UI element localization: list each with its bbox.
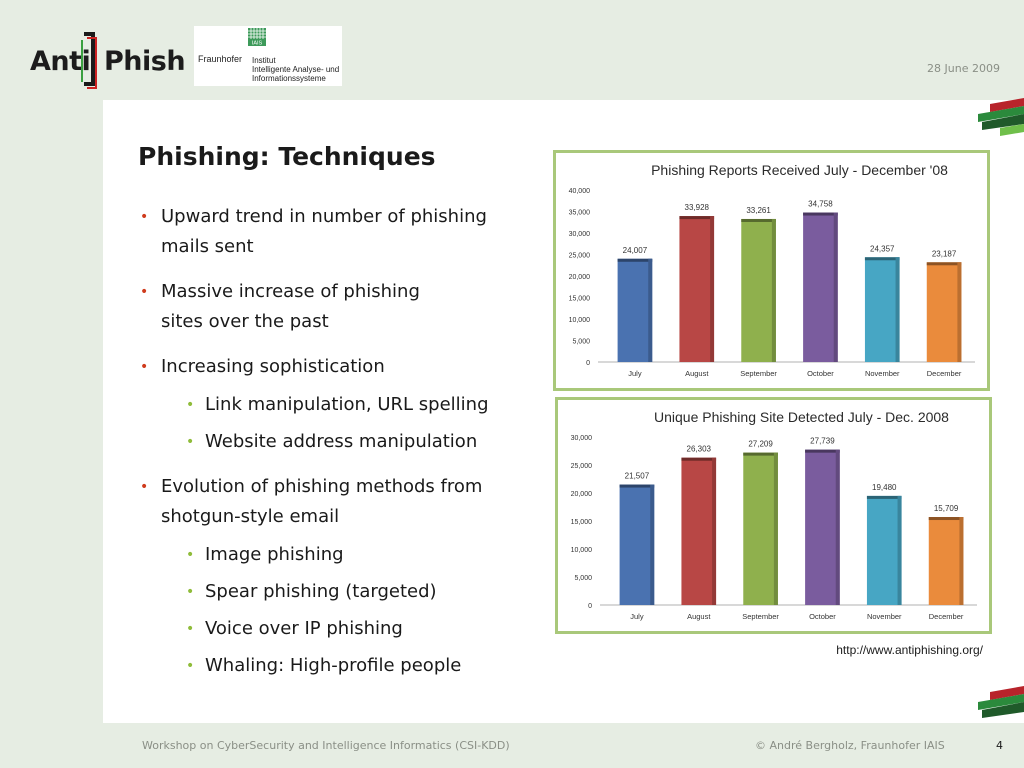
bullet-text-continued: shotgun-style email <box>161 506 340 527</box>
bullet-item <box>138 277 548 337</box>
data-label: 34,758 <box>808 199 833 209</box>
x-tick-label: December <box>926 369 962 378</box>
x-tick-label: November <box>864 369 900 378</box>
x-tick-label: December <box>928 612 964 621</box>
sub-bullet-dot-icon: • <box>186 658 195 674</box>
top-stripes-decoration <box>970 98 1024 140</box>
bar-top-edge <box>803 213 838 216</box>
data-label: 15,709 <box>933 504 959 514</box>
bar-top-edge <box>805 450 840 453</box>
y-tick-label: 40,000 <box>568 188 590 195</box>
bullet-item <box>138 202 548 262</box>
data-label: 23,187 <box>931 249 957 259</box>
sub-bullet-dot-icon: • <box>186 434 195 450</box>
page-number: 4 <box>996 739 1003 752</box>
slide-date: 28 June 2009 <box>927 62 1000 75</box>
antiphish-bracket-icon <box>81 32 99 90</box>
bar-side-shade <box>710 216 714 362</box>
fraunhofer-logo <box>194 26 342 86</box>
logo-anti: Anti <box>30 46 91 77</box>
bar <box>929 517 964 605</box>
data-label: 27,209 <box>748 439 773 449</box>
bar-top-edge <box>929 517 964 520</box>
bar-top-edge <box>620 485 655 488</box>
bar-side-shade <box>712 458 716 605</box>
chart-unique-sites <box>555 397 992 634</box>
bar <box>741 219 776 362</box>
y-tick-label: 15,000 <box>568 295 590 303</box>
bullet-list <box>138 202 548 681</box>
y-tick-label: 20,000 <box>568 274 590 281</box>
bar <box>743 453 778 605</box>
bar-top-edge <box>743 453 778 456</box>
bar-side-shade <box>896 257 900 362</box>
x-tick-label: September <box>740 369 777 378</box>
bar <box>681 458 716 605</box>
bar <box>805 450 840 605</box>
x-tick-label: July <box>628 369 642 378</box>
chart-phishing-reports <box>553 150 990 391</box>
bar <box>679 216 714 362</box>
chart-title: Phishing Reports Received July - December '08 <box>651 162 948 178</box>
bar <box>927 262 962 362</box>
sub-bullet-item <box>138 540 548 570</box>
data-label: 24,007 <box>622 245 648 255</box>
bar-top-edge <box>681 458 716 461</box>
sub-bullet-dot-icon: • <box>186 621 195 637</box>
footer-workshop: Workshop on CyberSecurity and Intelligence Informatics (CSI-KDD) <box>142 739 510 752</box>
sub-bullet-dot-icon: • <box>186 397 195 413</box>
logo-phish: Phish <box>104 46 186 77</box>
bullet-item <box>138 472 548 532</box>
y-tick-label: 5,000 <box>572 338 590 346</box>
bar-top-edge <box>679 216 714 219</box>
y-tick-label: 20,000 <box>570 491 592 498</box>
source-link[interactable]: http://www.antiphishing.org/ <box>836 643 983 657</box>
x-tick-label: November <box>866 612 902 621</box>
sub-bullet-item <box>138 577 548 607</box>
data-label: 19,480 <box>872 482 897 492</box>
bullet-item <box>138 352 548 382</box>
bar <box>865 257 900 362</box>
fraunhofer-badge: IAIS <box>251 40 263 46</box>
sub-bullet-item <box>138 614 548 644</box>
data-label: 24,357 <box>870 244 895 254</box>
bullet-dot-icon: • <box>140 479 149 495</box>
slide-header <box>0 0 1024 100</box>
y-tick-label: 10,000 <box>570 547 592 554</box>
bar-top-edge <box>618 259 653 262</box>
bar-side-shade <box>650 485 654 605</box>
y-tick-label: 15,000 <box>570 519 592 526</box>
bullet-text: Upward trend in number of phishing <box>161 206 487 227</box>
y-tick-label: 10,000 <box>568 317 590 324</box>
x-tick-label: August <box>685 369 709 378</box>
bullet-text: Massive increase of phishing <box>161 281 420 302</box>
x-tick-label: September <box>742 612 779 621</box>
slide-title: Phishing: Techniques <box>138 142 436 171</box>
y-tick-label: 25,000 <box>570 463 592 470</box>
y-tick-label: 30,000 <box>568 231 590 238</box>
data-label: 21,507 <box>624 471 650 481</box>
x-tick-label: July <box>630 612 644 621</box>
bullet-text: Evolution of phishing methods from <box>161 476 483 497</box>
bullet-dot-icon: • <box>140 359 149 375</box>
data-label: 33,928 <box>684 203 709 213</box>
sub-bullet-text: Link manipulation, URL spelling <box>205 394 489 415</box>
sub-bullet-text: Image phishing <box>205 544 344 565</box>
x-tick-label: October <box>807 369 834 378</box>
data-label: 33,261 <box>746 205 771 215</box>
y-tick-label: 0 <box>588 603 592 610</box>
sub-bullet-text: Spear phishing (targeted) <box>205 581 437 602</box>
bar <box>618 259 653 362</box>
bar-top-edge <box>927 262 962 265</box>
bullet-text-continued: sites over the past <box>161 311 329 332</box>
sub-bullet-dot-icon: • <box>186 584 195 600</box>
bar-top-edge <box>741 219 776 222</box>
bar-chart-unique-sites <box>558 400 989 631</box>
bar-top-edge <box>865 257 900 260</box>
fraunhofer-grid-icon <box>248 28 266 46</box>
fraunhofer-name: Fraunhofer <box>198 54 243 64</box>
bullet-text-continued: mails sent <box>161 236 254 257</box>
institute-line-3: Informationssysteme <box>252 74 326 83</box>
bar-side-shade <box>836 450 840 605</box>
sub-bullet-text: Voice over IP phishing <box>205 618 403 639</box>
bar-side-shade <box>959 517 963 605</box>
bar-side-shade <box>772 219 776 362</box>
bar <box>620 485 655 605</box>
bar-top-edge <box>867 496 902 499</box>
y-tick-label: 25,000 <box>568 252 590 260</box>
bar-side-shade <box>898 496 902 605</box>
footer-copyright: © André Bergholz, Fraunhofer IAIS <box>755 739 945 752</box>
x-tick-label: August <box>687 612 711 621</box>
sub-bullet-item <box>138 651 548 681</box>
sub-bullet-text: Whaling: High-profile people <box>205 655 462 676</box>
y-tick-label: 35,000 <box>568 209 590 217</box>
sub-bullet-item <box>138 390 548 420</box>
bar <box>803 213 838 362</box>
y-tick-label: 30,000 <box>570 435 592 442</box>
sub-bullet-item <box>138 427 548 457</box>
bottom-stripes-decoration <box>970 686 1024 726</box>
bar-chart-reports <box>556 153 987 388</box>
chart-title: Unique Phishing Site Detected July - Dec. 2008 <box>654 409 949 425</box>
data-label: 26,303 <box>686 444 711 454</box>
bar-side-shade <box>957 262 961 362</box>
bar-side-shade <box>834 213 838 362</box>
bar <box>867 496 902 605</box>
institute-line-1: Institut <box>252 56 276 65</box>
institute-line-2: Intelligente Analyse- und <box>252 65 340 74</box>
y-tick-label: 0 <box>586 360 590 367</box>
bullet-text: Increasing sophistication <box>161 356 385 377</box>
bar-side-shade <box>648 259 652 362</box>
bullet-dot-icon: • <box>140 284 149 300</box>
bullet-dot-icon: • <box>140 209 149 225</box>
bar-side-shade <box>774 453 778 605</box>
sub-bullet-text: Website address manipulation <box>205 431 478 452</box>
data-label: 27,739 <box>810 436 835 446</box>
y-tick-label: 5,000 <box>574 575 592 582</box>
sub-bullet-dot-icon: • <box>186 547 195 563</box>
x-tick-label: October <box>809 612 836 621</box>
